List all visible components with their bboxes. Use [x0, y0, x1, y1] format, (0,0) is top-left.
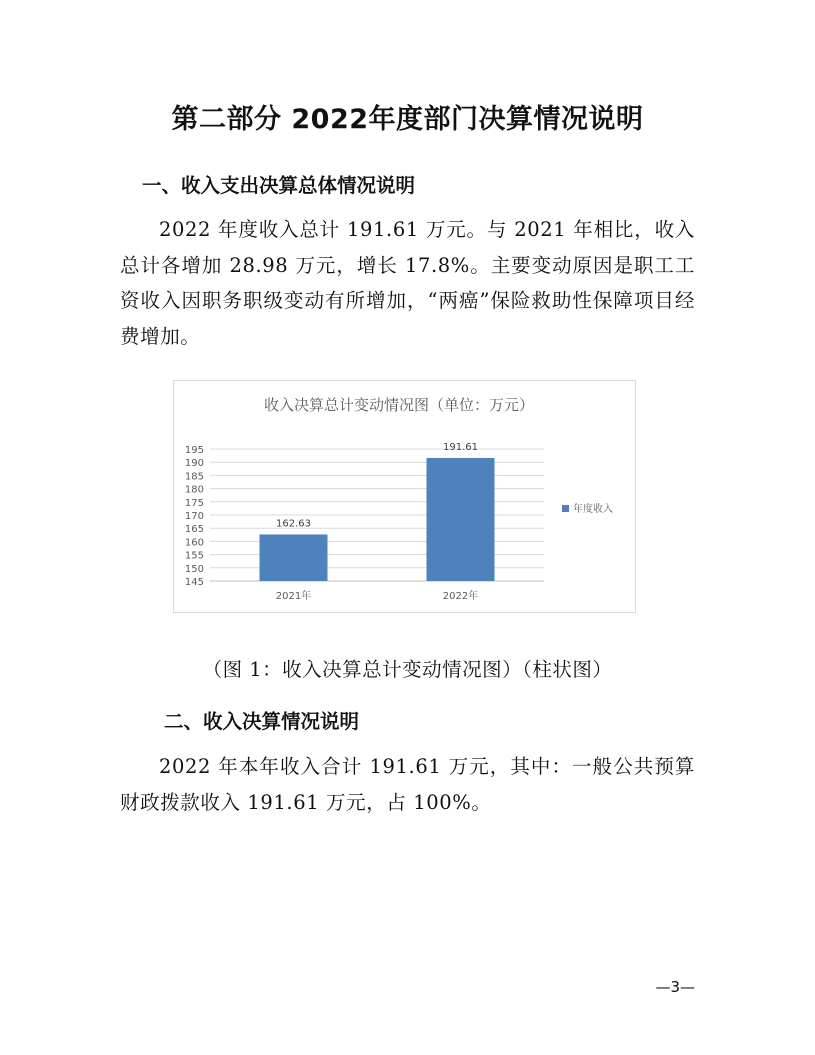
y-tick-label: 185	[184, 471, 204, 483]
chart-legend	[562, 502, 613, 515]
y-tick-label: 190	[184, 458, 204, 470]
legend-label: 年度收入	[573, 504, 613, 515]
y-tick-label: 155	[184, 550, 204, 562]
chart-y-axis	[185, 445, 204, 588]
y-tick-label: 175	[184, 497, 204, 509]
x-tick-label: 2022年	[442, 591, 479, 602]
bar-2	[427, 458, 495, 581]
chart-canvas	[174, 381, 637, 614]
section-paragraph-income-expense: 2022 年度收入总计 191.61 万元。与 2021 年相比，收入总计各增加 28.98 万元，增长 17.8%。主要变动原因是职工工资收入因职务职级变动有所增加，“两癌”保险救助性保障项目经费增加。	[120, 218, 695, 348]
y-tick-label: 160	[184, 537, 204, 549]
page-title: 第二部分 2022年度部门决算情况说明	[171, 104, 644, 135]
y-tick-label: 165	[184, 524, 204, 536]
section-heading-income-expense: 一、收入支出决算总体情况说明	[142, 174, 416, 197]
bar-1	[260, 534, 328, 581]
y-tick-label: 170	[184, 511, 204, 522]
income-bar-chart	[173, 380, 636, 613]
chart-x-axis	[276, 589, 478, 602]
page-number: —3—	[655, 978, 695, 996]
figure-caption: （图 1：收入决算总计变动情况图）（柱状图）	[202, 658, 613, 681]
y-tick-label: 180	[184, 484, 204, 496]
chart-title: 收入决算总计变动情况图（单位：万元）	[263, 396, 535, 414]
section-paragraph-income: 2022 年本年收入合计 191.61 万元，其中：一般公共预算财政拨款收入 191.61 万元，占 100%。	[120, 755, 695, 814]
y-tick-label: 145	[184, 577, 204, 588]
x-tick-label: 2021年	[275, 591, 312, 602]
legend-swatch	[562, 505, 569, 512]
data-label: 162.63	[276, 518, 311, 530]
y-tick-label: 195	[184, 445, 204, 456]
y-tick-label: 150	[184, 563, 204, 575]
data-label: 191.61	[443, 441, 478, 453]
section-heading-income: 二、收入决算情况说明	[164, 710, 360, 733]
